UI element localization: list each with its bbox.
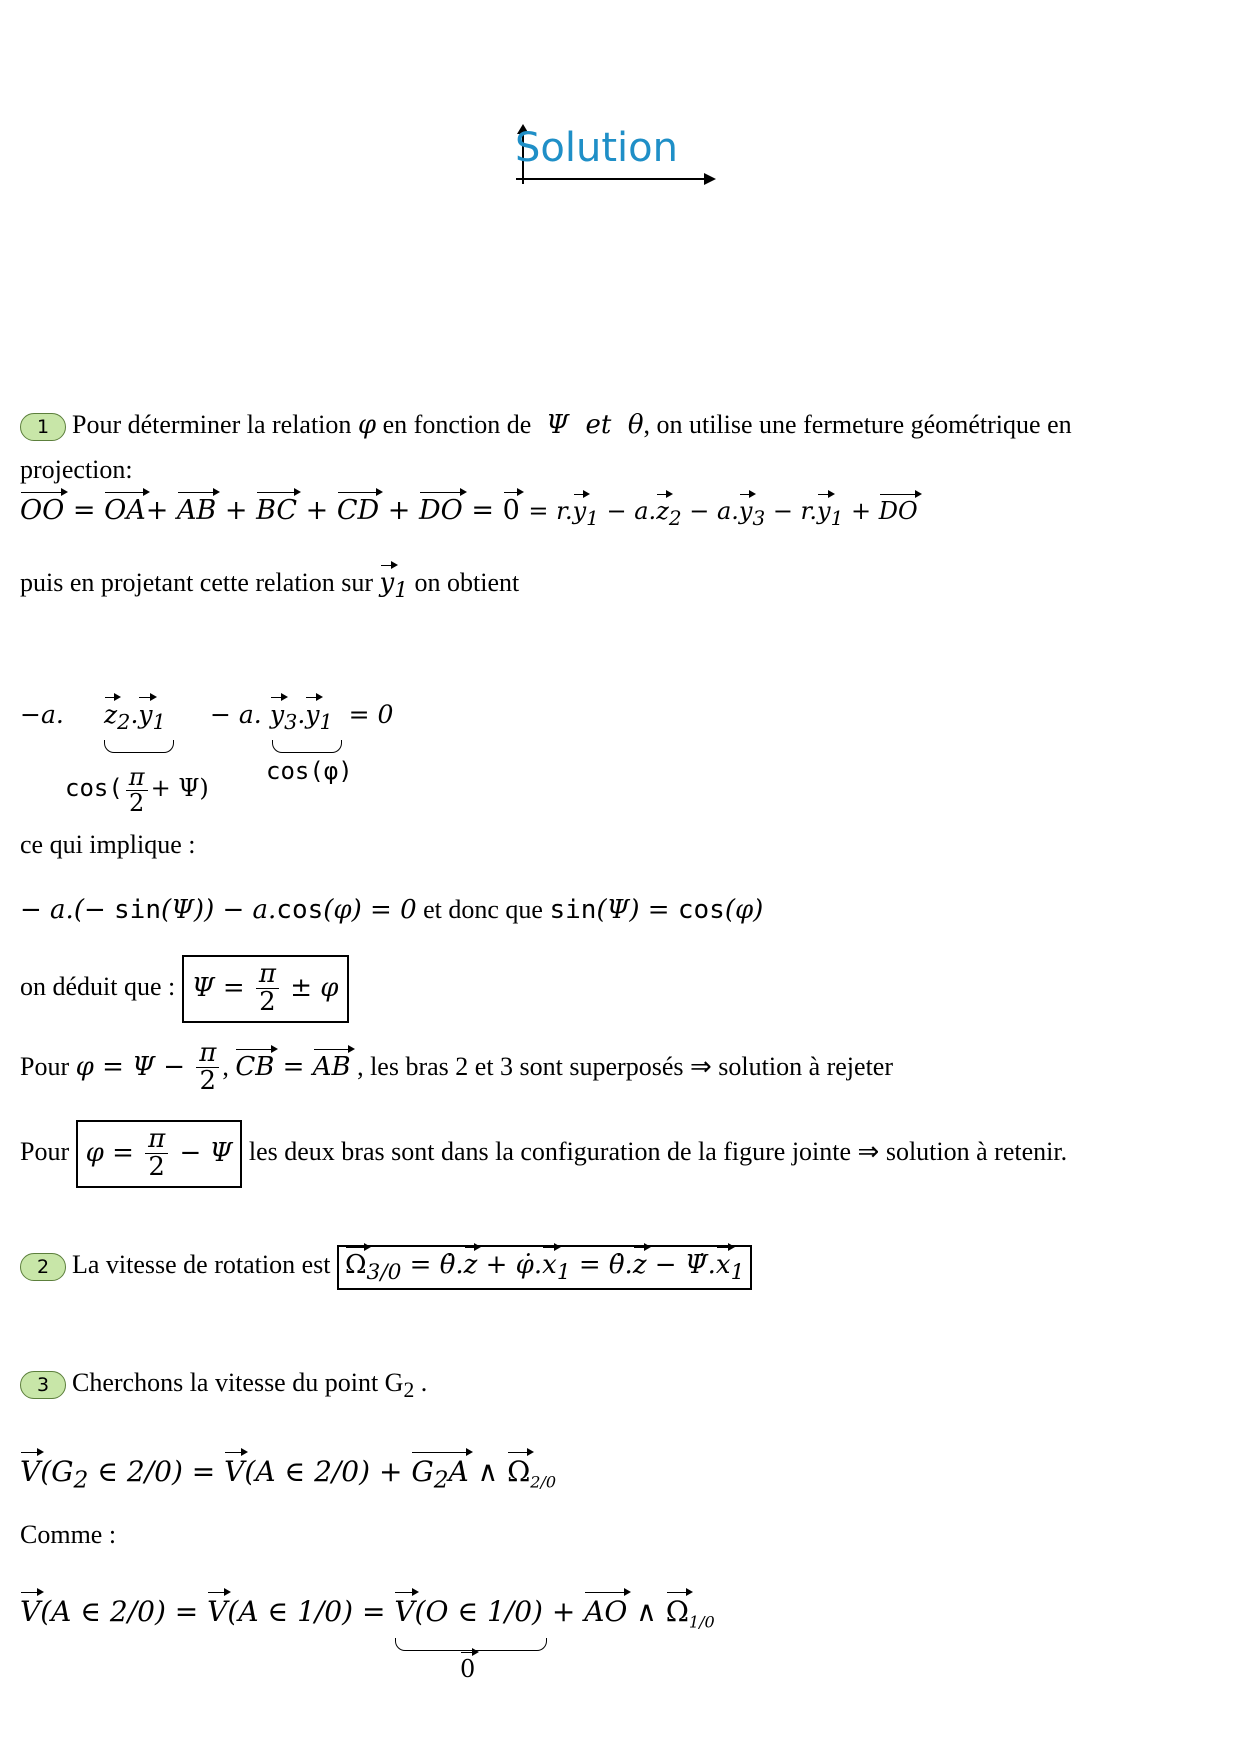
title-axis-horizontal (516, 178, 706, 180)
page-title: Solution (515, 125, 678, 171)
section-3: 3 Cherchons la vitesse du point $G_2$ . (20, 1368, 427, 1403)
cos-label-1: cos( $\frac{\pi}{2}$ + Ψ) (65, 763, 209, 818)
boxed-result-phi: φ = $\frac{\pi}{2}$ − Ψ (76, 1120, 243, 1188)
underbrace-zero (395, 1638, 547, 1651)
section-2: 2 La vitesse de rotation est $\Omega_{3/0}$ = θ̇.z + $\varphi̇.x_1$ = θ̇.z − $\Psi̇.x_1$ (20, 1245, 752, 1290)
sin-cos-equation: − a.(− sin(Ψ)) − a.cos(φ) = 0 et donc que sin(Ψ) = cos(φ) (20, 895, 764, 925)
underbrace-2 (272, 740, 342, 753)
velocity-a-equation: V(A ∈ 2/0) = V(A ∈ 1/0) = V(O ∈ 1/0) + AO ∧ $\Omega_{1/0}$ (20, 1595, 715, 1632)
scalar-equation: −a. (20, 700, 64, 729)
case-accept: Pour φ = $\frac{\pi}{2}$ − Ψ les deux bras sont dans la configuration de la figure jointe ⇒ solution à retenir. (20, 1120, 1067, 1188)
section-1-intro: 1 Pour déterminer la relation φ en fonction de Ψ et θ, on utilise une fermeture géométrique en (20, 410, 1072, 441)
implies-arrow-icon: ⇒ (689, 1051, 712, 1081)
boxed-result-psi: Ψ = $\frac{\pi}{2}$ ± φ (182, 955, 349, 1023)
axis-arrow-right-icon (704, 173, 716, 185)
zero-vector: 0 (460, 1655, 476, 1683)
step-badge-2: 2 (20, 1253, 66, 1281)
implies-text: ce qui implique : (20, 830, 196, 859)
underbrace-1 (104, 740, 174, 753)
projection-text: puis en projetant cette relation sur $y_1$ on obtient (20, 568, 520, 604)
implies-arrow-icon: ⇒ (857, 1136, 880, 1166)
comme-text: Comme : (20, 1520, 117, 1549)
closure-equation: OO = OA+ AB + BC + CD + DO = $0 = r.y_1 - a.z_2 - a.y_3 - r.y_1$ + DO (20, 495, 918, 530)
case-reject: Pour φ = Ψ − $\frac{\pi}{2}$ , CB = AB , les bras 2 et 3 sont superposés ⇒ solution à rejeter (20, 1038, 893, 1097)
step-badge-3: 3 (20, 1371, 66, 1399)
step-badge-1: 1 (20, 413, 66, 441)
velocity-g2-equation: $V(G_2$ ∈ 2/0) = V(A ∈ $2/0) + G_2A$ ∧ $\Omega_{2/0}$ (20, 1455, 557, 1494)
boxed-rotation-speed: $\Omega_{3/0}$ = θ̇.z + $\varphi̇.x_1$ = θ̇.z − $\Psi̇.x_1$ (337, 1245, 752, 1290)
deduce-line: on déduit que : Ψ = $\frac{\pi}{2}$ ± φ (20, 955, 349, 1023)
cos-label-2: cos(φ) (266, 757, 353, 785)
section-1-intro-line2: projection: (20, 455, 133, 484)
